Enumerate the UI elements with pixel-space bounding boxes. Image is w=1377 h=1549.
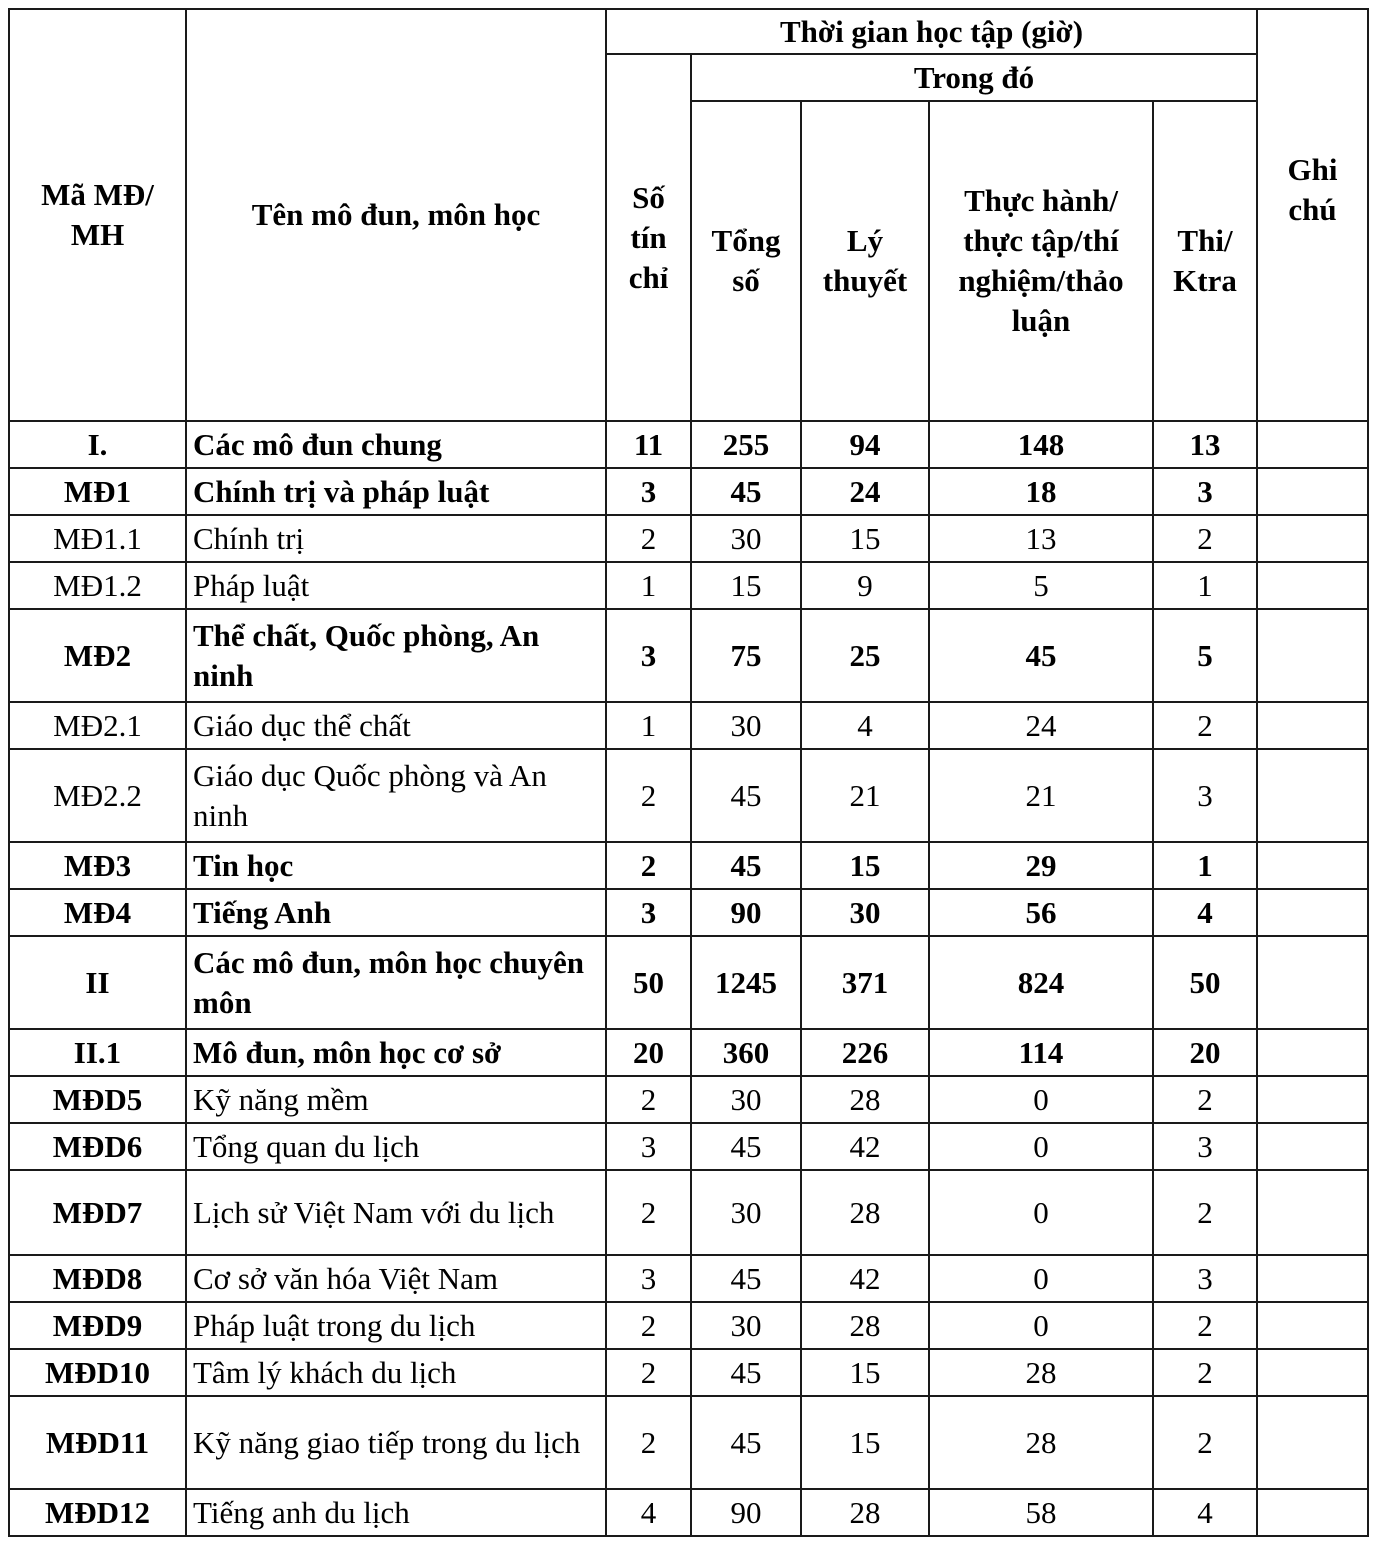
cell-code: MĐ1.1: [9, 515, 186, 562]
cell-theory: 226: [801, 1029, 929, 1076]
cell-practice: 58: [929, 1489, 1153, 1536]
cell-total: 360: [691, 1029, 801, 1076]
table-row: [9, 1396, 1368, 1489]
table-row: [9, 1029, 1368, 1076]
header-theory: Lý thuyết: [801, 101, 929, 421]
cell-note: [1257, 1029, 1368, 1076]
cell-credits: 2: [606, 1170, 691, 1255]
cell-total: 90: [691, 889, 801, 936]
cell-exam: 4: [1153, 1489, 1257, 1536]
cell-credits: 2: [606, 1302, 691, 1349]
cell-code: MĐ2.2: [9, 749, 186, 842]
cell-practice: 824: [929, 936, 1153, 1029]
cell-code: I.: [9, 421, 186, 468]
cell-practice: 45: [929, 609, 1153, 702]
cell-code: MĐD11: [9, 1396, 186, 1489]
cell-total: 45: [691, 468, 801, 515]
cell-practice: 5: [929, 562, 1153, 609]
table-row: [9, 1076, 1368, 1123]
cell-credits: 1: [606, 702, 691, 749]
cell-exam: 20: [1153, 1029, 1257, 1076]
table-row: [9, 702, 1368, 749]
cell-total: 30: [691, 515, 801, 562]
cell-name: Pháp luật: [186, 562, 606, 609]
cell-name: Cơ sở văn hóa Việt Nam: [186, 1255, 606, 1302]
cell-credits: 2: [606, 1396, 691, 1489]
table-row: [9, 1302, 1368, 1349]
table-row: [9, 1349, 1368, 1396]
table-row: [9, 749, 1368, 842]
cell-practice: 0: [929, 1170, 1153, 1255]
cell-note: [1257, 889, 1368, 936]
cell-note: [1257, 609, 1368, 702]
cell-theory: 4: [801, 702, 929, 749]
cell-exam: 4: [1153, 889, 1257, 936]
cell-total: 1245: [691, 936, 801, 1029]
cell-code: MĐD6: [9, 1123, 186, 1170]
table-row: [9, 609, 1368, 702]
cell-name: Lịch sử Việt Nam với du lịch: [186, 1170, 606, 1255]
cell-name: Tiếng anh du lịch: [186, 1489, 606, 1536]
cell-code: MĐ3: [9, 842, 186, 889]
cell-credits: 3: [606, 1255, 691, 1302]
cell-exam: 3: [1153, 1123, 1257, 1170]
cell-note: [1257, 936, 1368, 1029]
cell-theory: 94: [801, 421, 929, 468]
cell-name: Tổng quan du lịch: [186, 1123, 606, 1170]
table-row: [9, 1255, 1368, 1302]
header-practice: Thực hành/ thực tập/thí nghiệm/thảo luận: [929, 101, 1153, 421]
header-code: Mã MĐ/ MH: [9, 9, 186, 421]
cell-theory: 21: [801, 749, 929, 842]
cell-theory: 28: [801, 1489, 929, 1536]
cell-name: Mô đun, môn học cơ sở: [186, 1029, 606, 1076]
cell-note: [1257, 515, 1368, 562]
cell-theory: 28: [801, 1302, 929, 1349]
cell-theory: 30: [801, 889, 929, 936]
cell-practice: 21: [929, 749, 1153, 842]
cell-exam: 13: [1153, 421, 1257, 468]
cell-code: MĐD8: [9, 1255, 186, 1302]
table-row: [9, 421, 1368, 468]
cell-theory: 371: [801, 936, 929, 1029]
cell-code: MĐD9: [9, 1302, 186, 1349]
header-total: Tổng số: [691, 101, 801, 421]
table-row: [9, 562, 1368, 609]
cell-code: MĐD7: [9, 1170, 186, 1255]
cell-note: [1257, 1489, 1368, 1536]
cell-code: MĐ1: [9, 468, 186, 515]
cell-credits: 2: [606, 749, 691, 842]
header-name: Tên mô đun, môn học: [186, 9, 606, 421]
cell-practice: 56: [929, 889, 1153, 936]
cell-exam: 1: [1153, 842, 1257, 889]
cell-exam: 2: [1153, 515, 1257, 562]
header-exam: Thi/ Ktra: [1153, 101, 1257, 421]
cell-credits: 2: [606, 842, 691, 889]
cell-name: Thể chất, Quốc phòng, An ninh: [186, 609, 606, 702]
cell-theory: 28: [801, 1076, 929, 1123]
cell-note: [1257, 1170, 1368, 1255]
cell-name: Giáo dục Quốc phòng và An ninh: [186, 749, 606, 842]
cell-theory: 9: [801, 562, 929, 609]
cell-total: 255: [691, 421, 801, 468]
cell-code: MĐ2.1: [9, 702, 186, 749]
cell-exam: 1: [1153, 562, 1257, 609]
table-row: [9, 1170, 1368, 1255]
cell-total: 30: [691, 1302, 801, 1349]
header-time-group: Thời gian học tập (giờ): [606, 9, 1257, 54]
cell-code: MĐ4: [9, 889, 186, 936]
cell-code: MĐ2: [9, 609, 186, 702]
cell-note: [1257, 1302, 1368, 1349]
cell-theory: 42: [801, 1255, 929, 1302]
cell-name: Kỹ năng giao tiếp trong du lịch: [186, 1396, 606, 1489]
cell-exam: 2: [1153, 1349, 1257, 1396]
cell-exam: 3: [1153, 1255, 1257, 1302]
cell-credits: 2: [606, 515, 691, 562]
cell-name: Chính trị và pháp luật: [186, 468, 606, 515]
table-row: [9, 1489, 1368, 1536]
cell-practice: 13: [929, 515, 1153, 562]
cell-exam: 5: [1153, 609, 1257, 702]
cell-credits: 11: [606, 421, 691, 468]
table-row: [9, 468, 1368, 515]
cell-credits: 2: [606, 1349, 691, 1396]
cell-name: Giáo dục thể chất: [186, 702, 606, 749]
cell-note: [1257, 1255, 1368, 1302]
cell-practice: 0: [929, 1302, 1153, 1349]
cell-credits: 3: [606, 468, 691, 515]
cell-theory: 15: [801, 842, 929, 889]
cell-practice: 148: [929, 421, 1153, 468]
cell-practice: 0: [929, 1123, 1153, 1170]
cell-credits: 3: [606, 609, 691, 702]
cell-theory: 15: [801, 515, 929, 562]
table-row: [9, 515, 1368, 562]
header-credits: Số tín chỉ: [606, 54, 691, 421]
cell-exam: 2: [1153, 1302, 1257, 1349]
cell-name: Tiếng Anh: [186, 889, 606, 936]
cell-practice: 29: [929, 842, 1153, 889]
cell-credits: 3: [606, 889, 691, 936]
cell-note: [1257, 842, 1368, 889]
cell-credits: 1: [606, 562, 691, 609]
cell-total: 90: [691, 1489, 801, 1536]
cell-name: Pháp luật trong du lịch: [186, 1302, 606, 1349]
cell-code: MĐD10: [9, 1349, 186, 1396]
cell-note: [1257, 1396, 1368, 1489]
cell-total: 45: [691, 1349, 801, 1396]
cell-note: [1257, 421, 1368, 468]
cell-name: Các mô đun, môn học chuyên môn: [186, 936, 606, 1029]
cell-theory: 42: [801, 1123, 929, 1170]
cell-name: Kỹ năng mềm: [186, 1076, 606, 1123]
header-note: Ghi chú: [1257, 9, 1368, 421]
table-row: [9, 936, 1368, 1029]
cell-total: 45: [691, 749, 801, 842]
cell-practice: 18: [929, 468, 1153, 515]
cell-name: Các mô đun chung: [186, 421, 606, 468]
cell-code: MĐ1.2: [9, 562, 186, 609]
cell-practice: 28: [929, 1396, 1153, 1489]
cell-credits: 4: [606, 1489, 691, 1536]
cell-note: [1257, 468, 1368, 515]
cell-credits: 2: [606, 1076, 691, 1123]
cell-exam: 3: [1153, 468, 1257, 515]
curriculum-table: [8, 8, 1369, 1537]
cell-exam: 50: [1153, 936, 1257, 1029]
cell-theory: 24: [801, 468, 929, 515]
cell-total: 45: [691, 1396, 801, 1489]
cell-practice: 114: [929, 1029, 1153, 1076]
cell-theory: 28: [801, 1170, 929, 1255]
cell-total: 45: [691, 1255, 801, 1302]
cell-total: 30: [691, 1076, 801, 1123]
cell-name: Tâm lý khách du lịch: [186, 1349, 606, 1396]
cell-credits: 50: [606, 936, 691, 1029]
cell-code: II: [9, 936, 186, 1029]
table-row: [9, 842, 1368, 889]
cell-theory: 25: [801, 609, 929, 702]
cell-total: 30: [691, 702, 801, 749]
table-row: [9, 889, 1368, 936]
cell-practice: 28: [929, 1349, 1153, 1396]
cell-credits: 20: [606, 1029, 691, 1076]
cell-total: 15: [691, 562, 801, 609]
cell-note: [1257, 1123, 1368, 1170]
cell-code: II.1: [9, 1029, 186, 1076]
cell-theory: 15: [801, 1349, 929, 1396]
cell-practice: 0: [929, 1076, 1153, 1123]
table-row: [9, 1123, 1368, 1170]
cell-note: [1257, 1349, 1368, 1396]
cell-total: 30: [691, 1170, 801, 1255]
cell-credits: 3: [606, 1123, 691, 1170]
cell-note: [1257, 1076, 1368, 1123]
cell-exam: 3: [1153, 749, 1257, 842]
cell-code: MĐD5: [9, 1076, 186, 1123]
cell-code: MĐD12: [9, 1489, 186, 1536]
cell-exam: 2: [1153, 702, 1257, 749]
cell-name: Chính trị: [186, 515, 606, 562]
cell-name: Tin học: [186, 842, 606, 889]
cell-practice: 0: [929, 1255, 1153, 1302]
header-of-which: Trong đó: [691, 54, 1257, 101]
cell-note: [1257, 562, 1368, 609]
cell-exam: 2: [1153, 1396, 1257, 1489]
cell-theory: 15: [801, 1396, 929, 1489]
cell-exam: 2: [1153, 1076, 1257, 1123]
cell-practice: 24: [929, 702, 1153, 749]
cell-total: 45: [691, 842, 801, 889]
cell-total: 45: [691, 1123, 801, 1170]
cell-total: 75: [691, 609, 801, 702]
cell-note: [1257, 702, 1368, 749]
cell-note: [1257, 749, 1368, 842]
cell-exam: 2: [1153, 1170, 1257, 1255]
